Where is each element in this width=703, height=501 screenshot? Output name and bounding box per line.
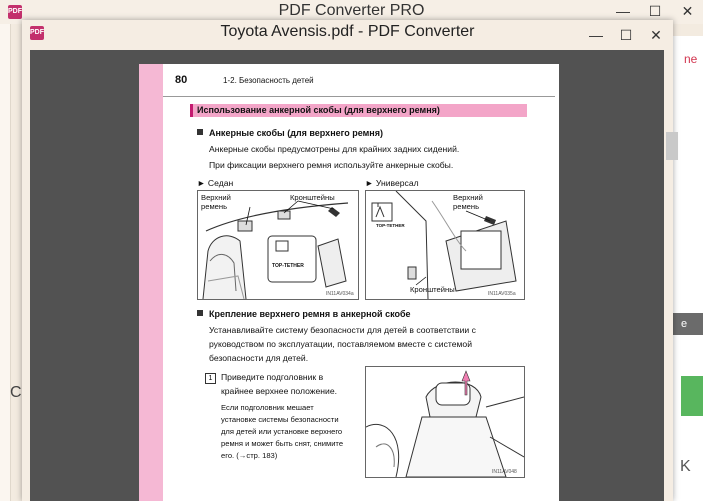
fig1-code: IN11AV034a [326, 291, 354, 297]
square-bullet-icon [197, 310, 203, 316]
wagon-anchor-figure [365, 190, 525, 300]
window-app-icon-label: PDF [30, 29, 44, 36]
background-maximize-button[interactable]: ☐ [648, 3, 662, 19]
sedan-label: ► Седан [197, 178, 234, 188]
sedan-anchor-figure [197, 190, 359, 300]
fig2-tag: TOP-TETHER [376, 223, 405, 228]
step-number-box: 1 [205, 373, 216, 384]
page-header-title: 1-2. Безопасность детей [223, 76, 314, 85]
note-line: установке системы безопасности [221, 415, 339, 424]
background-right-panel [673, 36, 703, 501]
step-line: Приведите подголовник в [221, 372, 324, 382]
subsection-heading-2 [197, 309, 411, 319]
header-divider [163, 96, 555, 97]
page-side-band [139, 64, 163, 501]
fig1-tag: TOP-TETHER [272, 263, 304, 269]
pdf-converter-window [22, 20, 673, 501]
fig1-strap-label: Верхний ремень [201, 193, 231, 211]
paragraph-line: Анкерные скобы предусмотрены для крайних задних сидений. [209, 144, 460, 154]
background-left-strip [0, 24, 11, 501]
minimize-button[interactable]: — [589, 27, 603, 43]
scrollbar-thumb[interactable] [666, 132, 678, 160]
note-line: ремня и может быть снят, снимите [221, 439, 344, 448]
note-line: Если подголовник мешает [221, 403, 314, 412]
subsection-heading-1 [197, 128, 383, 138]
background-left-text: C [10, 384, 22, 401]
fig1-brackets-label: Кронштейны [290, 193, 335, 202]
window-title: Toyota Avensis.pdf - PDF Converter [220, 23, 475, 40]
paragraph-line: безопасности для детей. [209, 353, 309, 363]
subsection-2-title: Крепление верхнего ремня в анкерной скобе [209, 309, 411, 319]
maximize-button[interactable]: ☐ [619, 27, 633, 43]
page-number: 80 [175, 74, 188, 86]
background-window-title: PDF Converter PRO [278, 2, 425, 19]
window-titlebar [22, 20, 673, 50]
headrest-figure [365, 366, 525, 478]
fig2-brackets-label: Кронштейны [410, 285, 455, 294]
square-bullet-icon [197, 129, 203, 135]
fig2-code: IN11AV035a [488, 291, 516, 297]
section-title-bar [190, 104, 527, 117]
note-line: его. (→стр. 183) [221, 451, 278, 460]
app-icon-label: PDF [8, 8, 22, 15]
close-button[interactable]: ✕ [650, 27, 662, 43]
subsection-1-title: Анкерные скобы (для верхнего ремня) [209, 128, 383, 138]
wagon-illustration [366, 191, 524, 299]
paragraph-line: При фиксации верхнего ремня используйте анкерные скобы. [209, 160, 454, 170]
background-right-text: K [680, 458, 691, 475]
fig2-strap-label: Верхний ремень [453, 193, 483, 211]
note-line: для детей или установке верхнего [221, 427, 343, 436]
background-right-gray-bar[interactable]: e [673, 313, 703, 335]
background-right-green-button[interactable] [681, 376, 703, 416]
background-right-link[interactable]: ne [684, 52, 698, 66]
background-minimize-button[interactable]: — [616, 3, 630, 19]
background-close-button[interactable]: ✕ [681, 3, 694, 19]
step-line: крайнее верхнее положение. [221, 386, 338, 396]
headrest-illustration [366, 367, 524, 477]
document-viewer[interactable] [30, 50, 664, 501]
wagon-label: ► Универсал [365, 178, 419, 188]
section-title: Использование анкерной скобы (для верхнего ремня) [197, 105, 440, 115]
fig3-code: IN11AV048 [492, 469, 517, 475]
paragraph-line: Устанавливайте систему безопасности для детей в соответствии с [209, 325, 476, 335]
pdf-page [139, 64, 559, 501]
paragraph-line: руководством по эксплуатации, поставляемом вместе с системой [209, 339, 472, 349]
